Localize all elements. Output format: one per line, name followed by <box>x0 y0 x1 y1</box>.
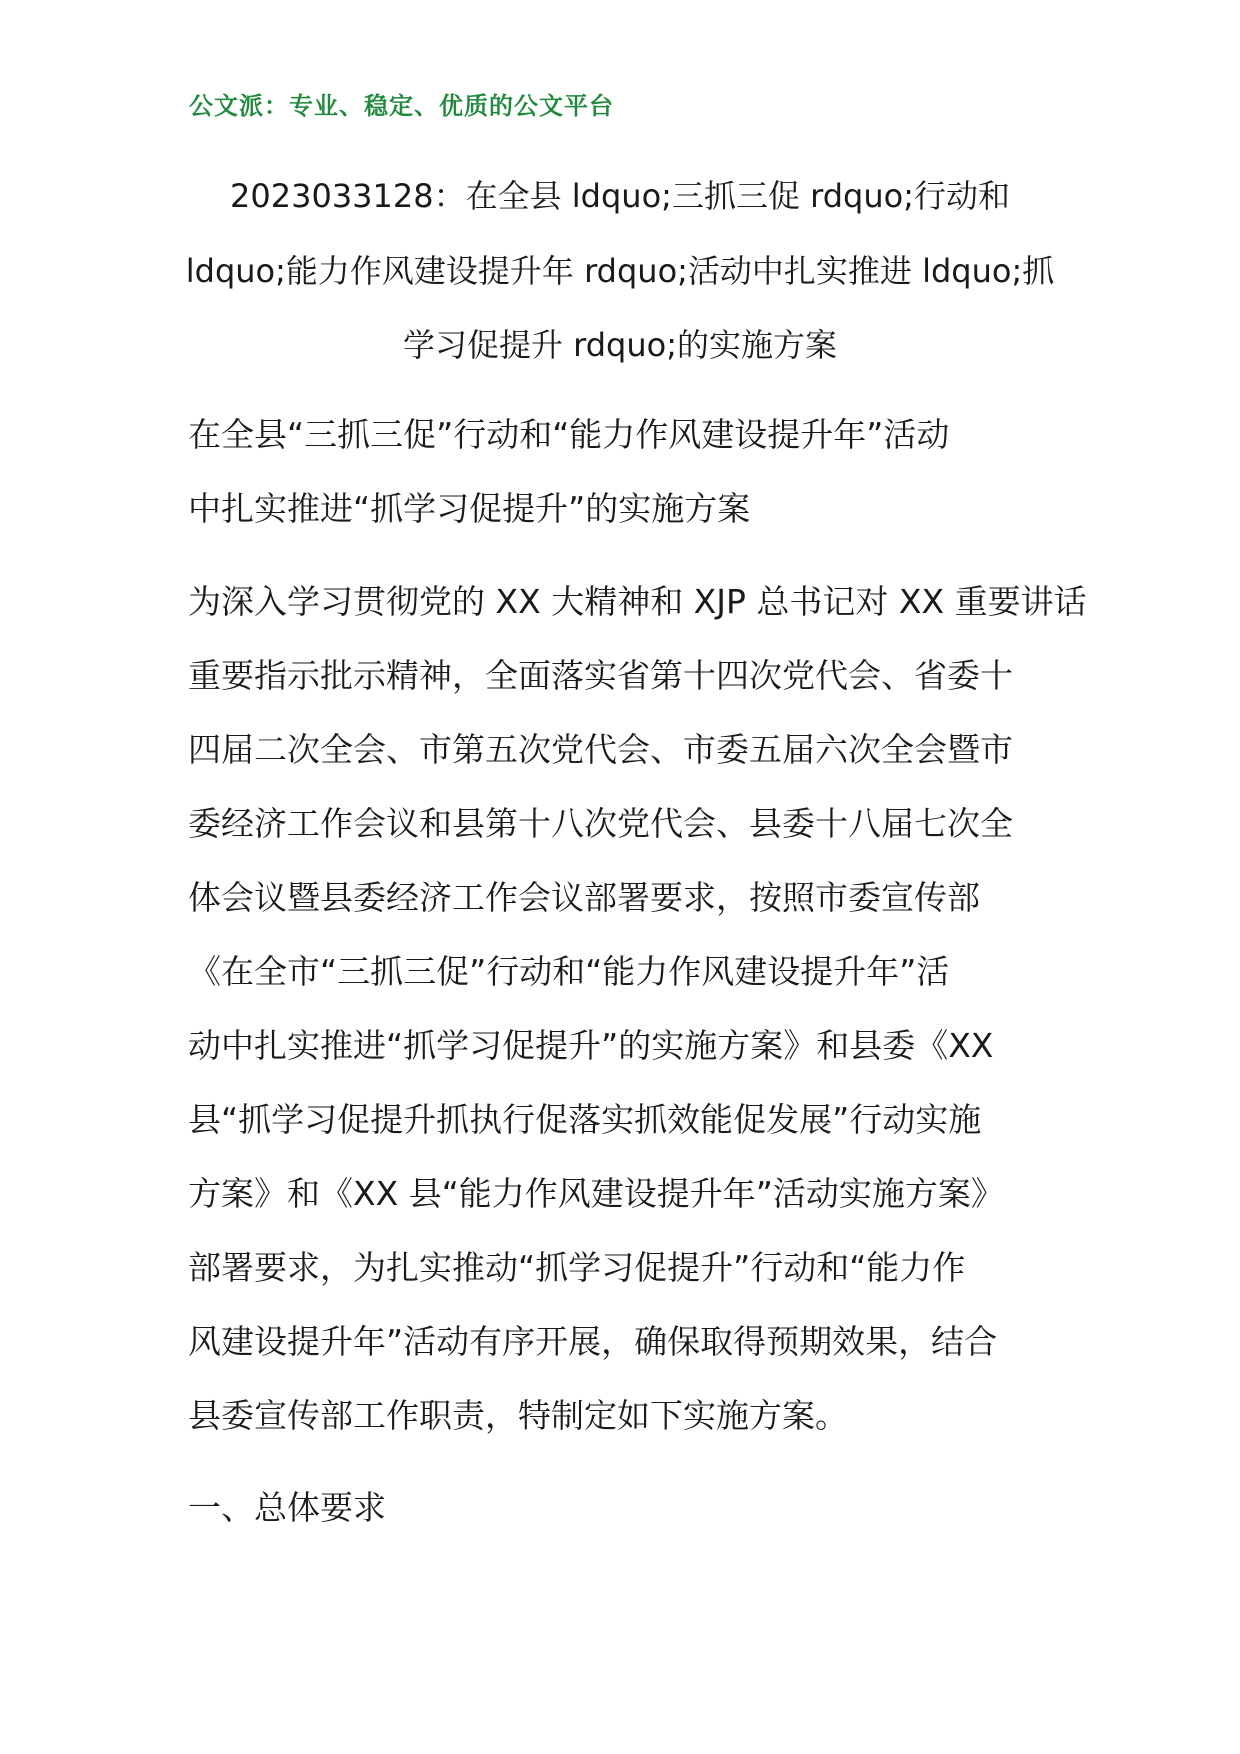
intro-line-3: 四届二次全会、市第五次党代会、市委五届六次全会暨市 <box>188 730 1013 769</box>
subtitle-line-2: 中扎实推进“抓学习促提升”的实施方案 <box>188 489 751 528</box>
intro-line-8: 县“抓学习促提升抓执行促落实抓效能促发展”行动实施 <box>188 1100 982 1139</box>
intro-line-2: 重要指示批示精神，全面落实省第十四次党代会、省委十 <box>188 656 1013 695</box>
document-title-line-2: ldquo;能力作风建设提升年 rdquo;活动中扎实推进 ldquo;抓 <box>185 252 1055 290</box>
intro-line-4: 委经济工作会议和县第十八次党代会、县委十八届七次全 <box>188 804 1013 843</box>
section-heading-1: 一、总体要求 <box>188 1488 386 1527</box>
intro-line-9: 方案》和《XX 县“能力作风建设提升年”活动实施方案》 <box>188 1174 1004 1213</box>
intro-line-5: 体会议暨县委经济工作会议部署要求，按照市委宣传部 <box>188 878 980 917</box>
intro-line-6: 《在全市“三抓三促”行动和“能力作风建设提升年”活 <box>188 952 950 991</box>
intro-line-7: 动中扎实推进“抓学习促提升”的实施方案》和县委《XX <box>188 1026 994 1065</box>
intro-line-10: 部署要求，为扎实推动“抓学习促提升”行动和“能力作 <box>188 1248 966 1287</box>
intro-line-1: 为深入学习贯彻党的 XX 大精神和 XJP 总书记对 XX 重要讲话 <box>188 582 1087 621</box>
intro-line-11: 风建设提升年”活动有序开展，确保取得预期效果，结合 <box>188 1322 998 1361</box>
subtitle-line-1: 在全县“三抓三促”行动和“能力作风建设提升年”活动 <box>188 415 950 454</box>
document-title-line-1: 2023033128：在全县 ldquo;三抓三促 rdquo;行动和 <box>230 177 1010 215</box>
brand-header: 公文派：专业、稳定、优质的公文平台 <box>189 92 614 120</box>
document-title-line-3: 学习促提升 rdquo;的实施方案 <box>402 326 838 364</box>
intro-line-12: 县委宣传部工作职责，特制定如下实施方案。 <box>188 1396 848 1435</box>
